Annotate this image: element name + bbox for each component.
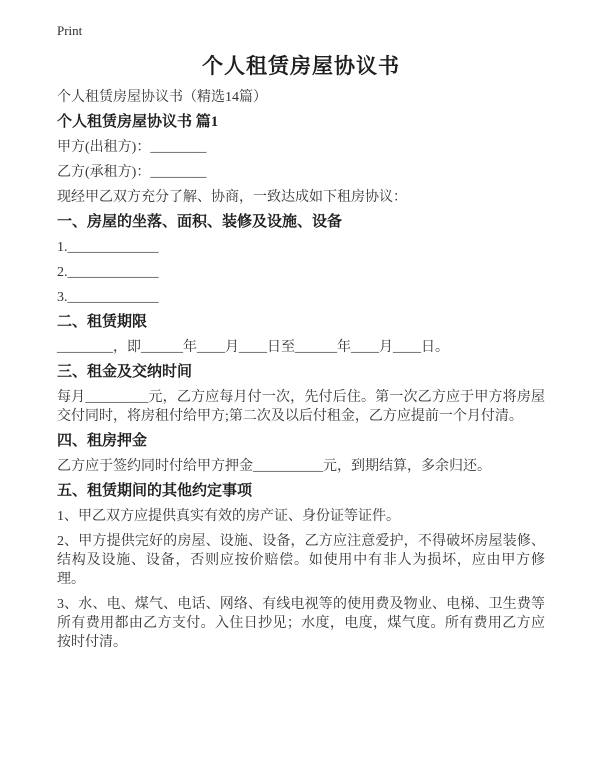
print-link[interactable]: Print xyxy=(57,23,83,38)
section-2-heading: 二、租赁期限 xyxy=(57,314,148,330)
section-5-item: 3、水、电、煤气、电话、网络、有线电视等的使用费及物业、电梯、卫生费等所有费用都由乙方支付。入住日抄见；水度，电度，煤气度。所有费用乙方应按时付清。 xyxy=(57,597,545,650)
party-b-line: 乙方(承租方)：________ xyxy=(57,165,207,180)
section-4-heading: 四、租房押金 xyxy=(57,433,148,449)
section-5-item: 2、甲方提供完好的房屋、设施、设备，乙方应注意爱护，不得破坏房屋装修、结构及设施、设备，否则应按价赔偿。如使用中有非人为损坏，应由甲方修理。 xyxy=(57,534,545,587)
section-4-paragraph: 乙方应于签约同时付给甲方押金__________元，到期结算，多余归还。 xyxy=(57,459,491,474)
section-1-item: 1._____________ xyxy=(57,240,159,255)
section-5-item: 1、甲乙双方应提供真实有效的房产证、身份证等证件。 xyxy=(57,509,400,524)
chapter-heading: 个人租赁房屋协议书 篇1 xyxy=(57,114,219,130)
document-title: 个人租赁房屋协议书 xyxy=(202,54,400,78)
section-1-item: 3._____________ xyxy=(57,290,159,305)
document-subtitle: 个人租赁房屋协议书（精选14篇） xyxy=(57,90,267,105)
section-3-paragraph: 每月_________元，乙方应每月付一次，先付后住。第一次乙方应于甲方将房屋交付同时，将房租付给甲方;第二次及以后付租金，乙方应提前一个月付清。 xyxy=(57,390,545,424)
section-2-paragraph: ________，即______年____月____日至______年____月____日。 xyxy=(57,340,449,355)
party-a-line: 甲方(出租方)：________ xyxy=(57,140,207,155)
intro-line: 现经甲乙双方充分了解、协商，一致达成如下租房协议： xyxy=(57,190,407,205)
section-1-heading: 一、房屋的坐落、面积、装修及设施、设备 xyxy=(57,214,343,230)
section-5-heading: 五、租赁期间的其他约定事项 xyxy=(57,483,253,499)
section-1-item: 2._____________ xyxy=(57,265,159,280)
section-3-heading: 三、租金及交纳时间 xyxy=(57,364,193,380)
